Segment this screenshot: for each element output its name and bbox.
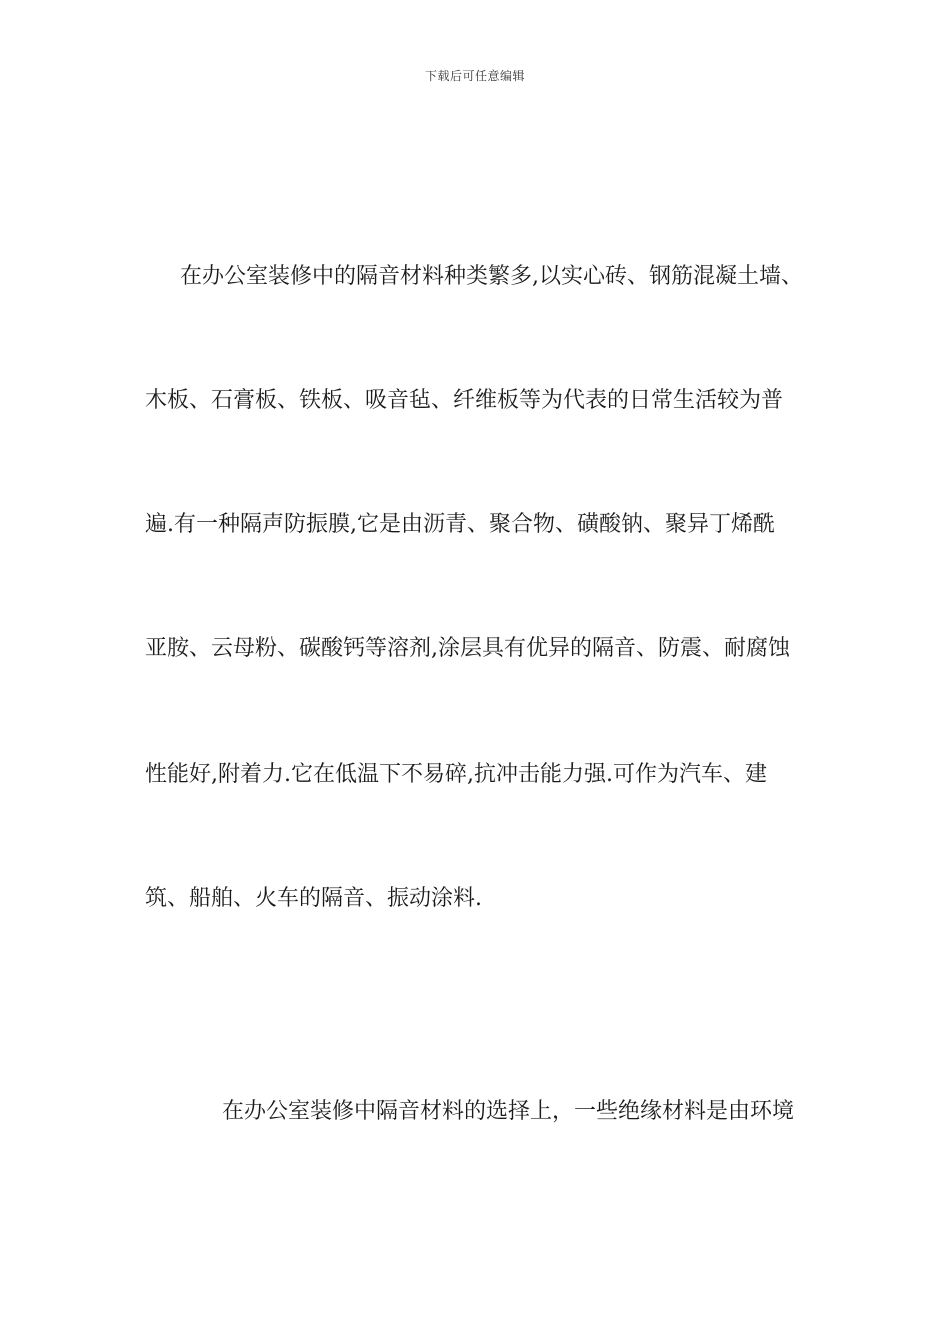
paragraph-line: 在办公室装修中的隔音材料种类繁多,以实心砖、钢筋混凝土墙、 <box>180 264 803 289</box>
paragraph-line: 在办公室装修中隔音材料的选择上，一些绝缘材料是由环境 <box>222 1099 795 1124</box>
paragraph-line: 木板、石膏板、铁板、吸音毡、纤维板等为代表的日常生活较为普 <box>145 388 784 413</box>
paragraph-line: 遍.有一种隔声防振膜,它是由沥青、聚合物、磺酸钠、聚异丁烯酰 <box>145 512 775 537</box>
paragraph-line: 亚胺、云母粉、碳酸钙等溶剂,涂层具有优异的隔音、防震、耐腐蚀 <box>145 636 790 661</box>
paragraph-line: 性能好,附着力.它在低温下不易碎,抗冲击能力强.可作为汽车、建 <box>145 762 767 787</box>
page-header-note: 下载后可任意编辑 <box>424 69 525 83</box>
paragraph-line: 筑、船舶、火车的隔音、振动涂料. <box>145 886 482 911</box>
